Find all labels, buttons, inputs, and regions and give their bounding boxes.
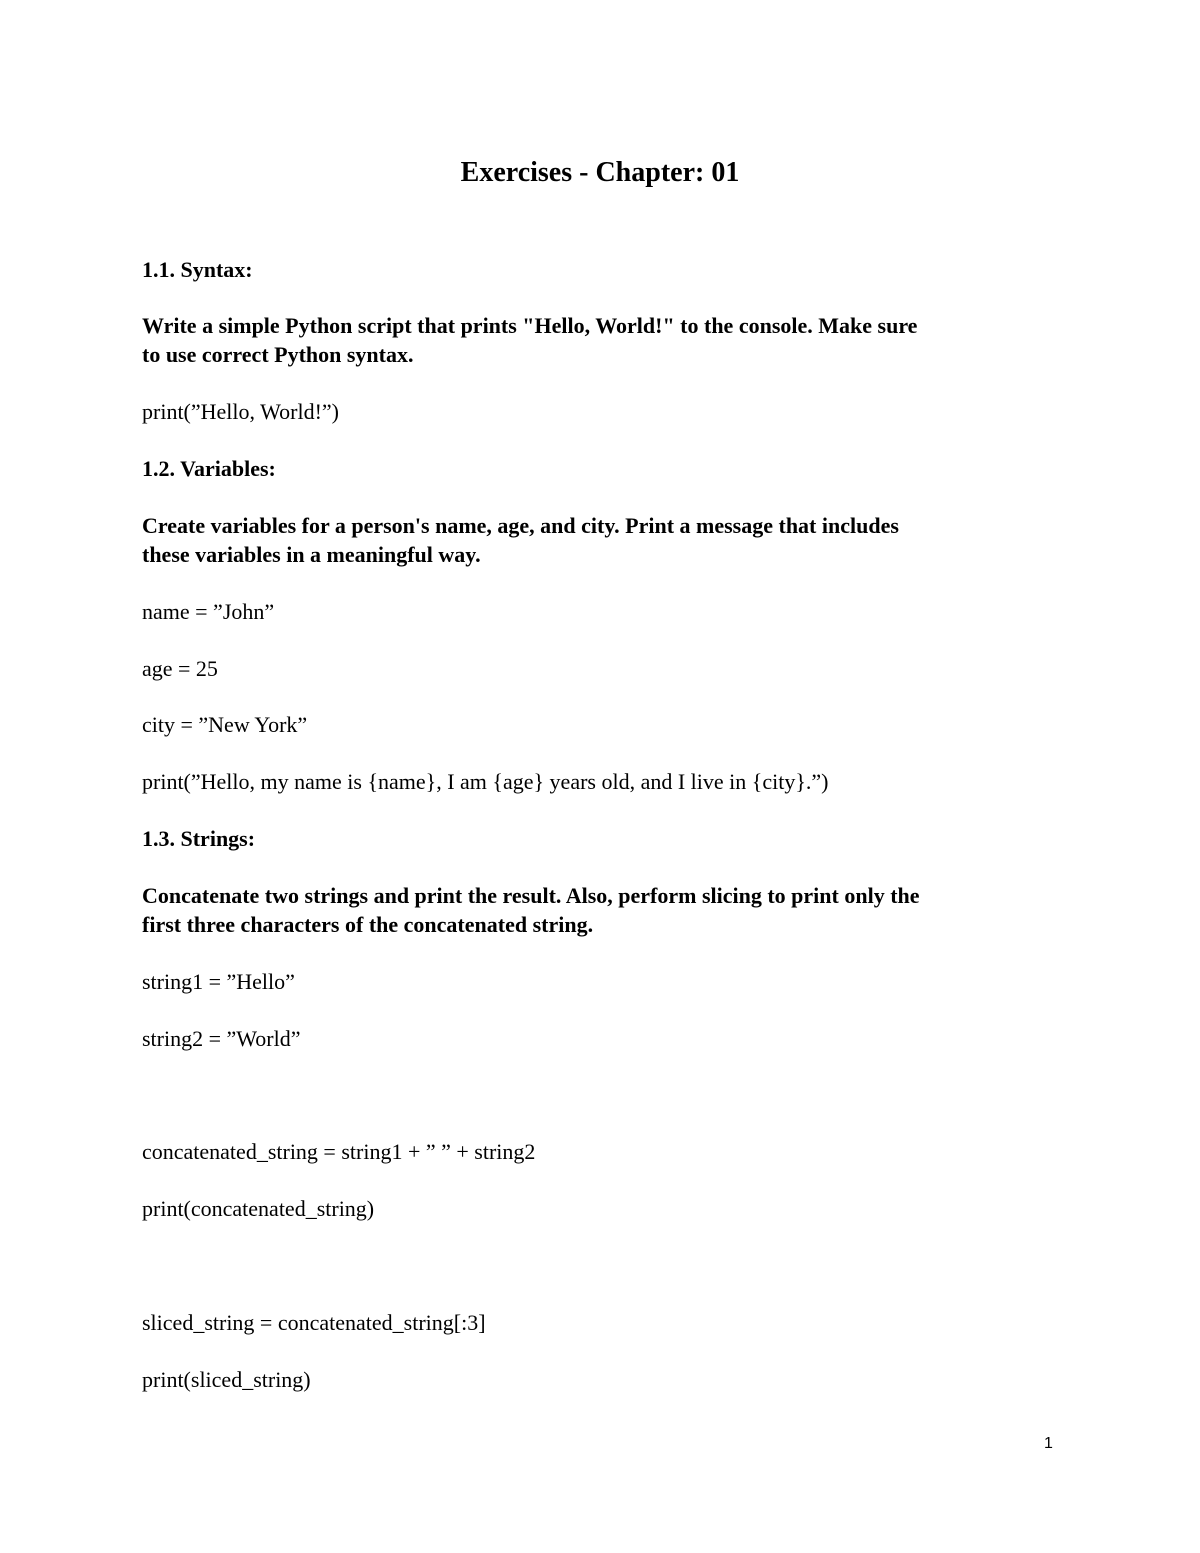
code-line: age = 25	[142, 656, 218, 681]
code-line: city = ”New York”	[142, 712, 308, 737]
exercise-prompt: to use correct Python syntax.	[142, 342, 414, 367]
page-number: 1	[1044, 1435, 1053, 1452]
code-line: print(”Hello, World!”)	[142, 399, 339, 424]
code-line: sliced_string = concatenated_string[:3]	[142, 1310, 486, 1335]
section-heading: 1.1. Syntax:	[142, 257, 253, 282]
code-line: print(”Hello, my name is {name}, I am {age} years old, and I live in {city}.”)	[142, 769, 829, 794]
code-line: string1 = ”Hello”	[142, 969, 295, 994]
exercise-prompt: Create variables for a person's name, age, and city. Print a message that includes	[142, 513, 899, 538]
code-line: concatenated_string = string1 + ” ” + string2	[142, 1139, 536, 1164]
page-title: Exercises - Chapter: 01	[460, 157, 740, 188]
exercise-prompt: these variables in a meaningful way.	[142, 542, 481, 567]
code-line: name = ”John”	[142, 599, 275, 624]
exercise-prompt: first three characters of the concatenated string.	[142, 912, 594, 937]
section-heading: 1.3. Strings:	[142, 826, 256, 851]
exercise-prompt: Concatenate two strings and print the result. Also, perform slicing to print only the	[142, 883, 920, 908]
code-line: print(sliced_string)	[142, 1367, 311, 1392]
section-heading: 1.2. Variables:	[142, 456, 276, 481]
code-line: print(concatenated_string)	[142, 1196, 375, 1221]
exercise-prompt: Write a simple Python script that prints "Hello, World!" to the console. Make sure	[142, 313, 918, 338]
code-line: string2 = ”World”	[142, 1026, 301, 1051]
